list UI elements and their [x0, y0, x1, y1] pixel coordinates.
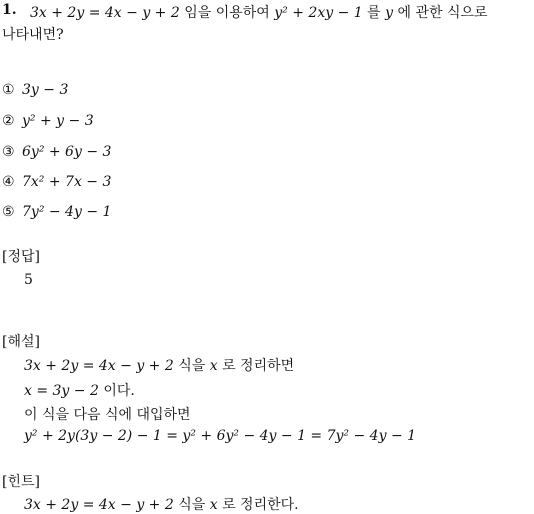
explanation-equation: 3x + 2y = 4x − y + 2: [24, 358, 174, 374]
answer-value: 5: [24, 272, 33, 288]
hint-text: 로 정리한다.: [217, 497, 299, 513]
choice-2[interactable]: [2, 113, 94, 129]
question-target-expression: y² + 2xy − 1: [274, 5, 363, 21]
question-text-part: 임을 이용하여: [179, 5, 275, 21]
hint-text: 식을: [173, 497, 210, 513]
choice-expression: 7y² − 4y − 1: [22, 204, 112, 220]
choice-1[interactable]: [2, 82, 68, 98]
explanation-line1: [24, 355, 294, 375]
choice-mark: ④: [2, 174, 15, 190]
explanation-text: 로 정리하면: [217, 358, 295, 374]
choice-mark: ①: [2, 82, 15, 98]
choice-mark: ⑤: [2, 204, 15, 220]
explanation-label: [해설]: [2, 334, 40, 350]
question-text-part: 를: [362, 5, 386, 21]
choice-expression: 7x² + 7x − 3: [22, 174, 112, 190]
hint-equation: 3x + 2y = 4x − y + 2: [24, 497, 174, 513]
question-text-line2: 나타내면?: [2, 27, 64, 43]
explanation-substitution: y² + 2y(3y − 2) − 1 = y² + 6y² − 4y − 1 = 7y² − 4y − 1: [24, 428, 417, 444]
question-given-equation: 3x + 2y = 4x − y + 2: [30, 5, 180, 21]
choice-mark: ②: [2, 113, 15, 129]
explanation-line2: [24, 380, 135, 400]
question-number: 1.: [2, 2, 17, 18]
explanation-text: 식을: [173, 358, 210, 374]
choice-expression: 3y − 3: [22, 82, 69, 98]
answer-label: [정답]: [2, 249, 40, 265]
choice-3[interactable]: [2, 144, 111, 160]
choice-expression: y² + y − 3: [22, 113, 94, 129]
choice-5[interactable]: [2, 204, 111, 220]
hint-variable: x: [209, 497, 218, 513]
choice-4[interactable]: [2, 174, 111, 190]
choice-mark: ③: [2, 144, 15, 160]
explanation-variable: x: [209, 358, 218, 374]
question-text-part: 에 관한 식으로: [393, 5, 488, 21]
choice-expression: 6y² + 6y − 3: [22, 144, 112, 160]
hint-line1: [24, 494, 299, 514]
explanation-result-equation: x = 3y − 2: [24, 383, 99, 399]
explanation-line3: 이 식을 다음 식에 대입하면: [24, 407, 191, 423]
question-text-line1: [30, 2, 488, 22]
question-variable: y: [385, 5, 394, 21]
hint-label: [힌트]: [2, 474, 40, 490]
explanation-text: 이다.: [98, 383, 135, 399]
